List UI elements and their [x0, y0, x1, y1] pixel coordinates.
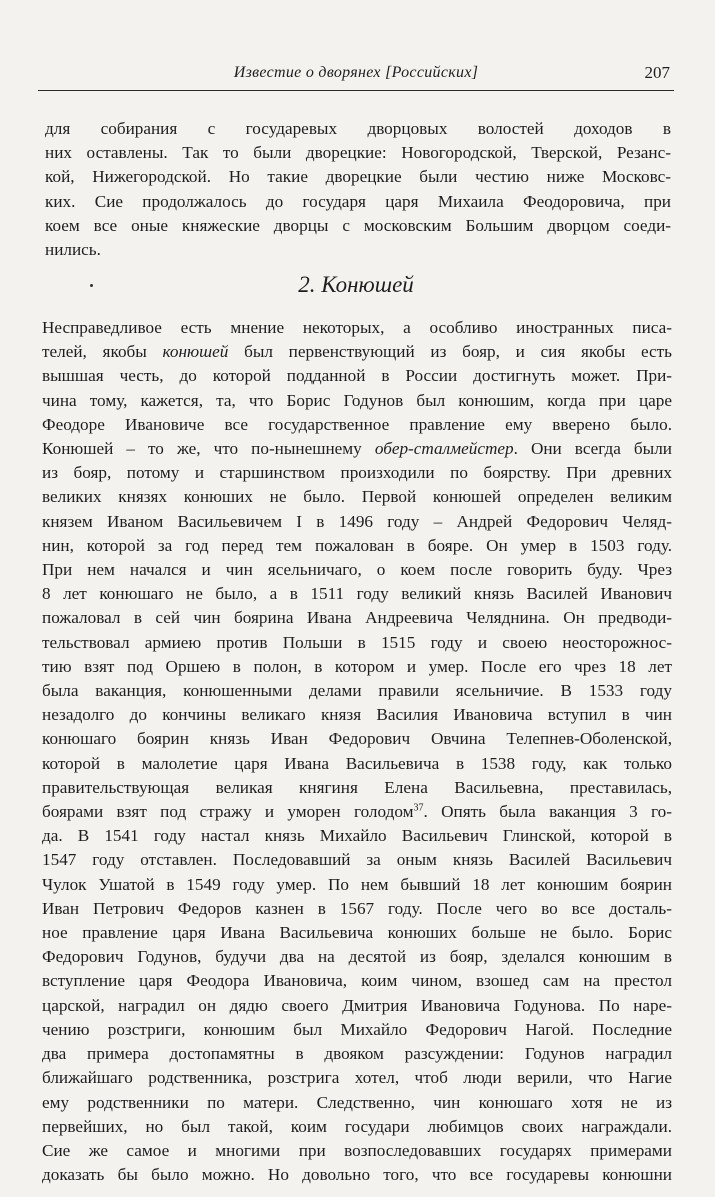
text-line: боярами взят под стражу и уморен голодом$^{37}$. Опять была ваканция 3 го- [42, 802, 672, 822]
page-number: 207 [644, 63, 670, 82]
text-line: была ваканция, конюшенными делами правили ясельничие. В 1533 году [42, 681, 672, 701]
text-line: чению розстриги, конюшим был Михайло Федорович Нагой. Последние [42, 1019, 672, 1039]
text-line: великих князях конюших не было. Первой конюшей определен великим [42, 487, 672, 507]
text-line: коем все оные княжеские дворцы с московским Большим дворцом соеди- [45, 215, 671, 235]
text-line: ближайшаго родственника, розстрига хотел, чтоб люди верили, что Нагие [42, 1068, 672, 1088]
text-line: вступление царя Феодора Ивановича, коим чином, взошед сам на престол [42, 971, 672, 991]
text-line: нин, которой за год перед тем пожалован в бояре. Он умер в 1503 году. [42, 535, 672, 555]
text-line: которой в малолетие царя Ивана Васильевича в 1538 году, как только [42, 753, 672, 773]
text-line: нились. [45, 240, 101, 260]
text-line: При нем начался и чин ясельничаго, о коем после говорить буду. Чрез [42, 560, 672, 580]
text-line: Феодоре Ивановиче все государственное правление ему вверено было. [42, 414, 672, 434]
text-line: первейших, но был такой, коим государи любимцов своих награждали. [42, 1116, 672, 1136]
section-heading: 2. Конюшей [298, 272, 414, 297]
text-line: 8 лет конюшаго не было, а в 1511 году великий князь Василей Иванович [42, 584, 672, 604]
text-line: Иван Петрович Федоров казнен в 1567 году. После чего во все досталь- [42, 898, 672, 918]
footnote-ref[interactable]: 37 [413, 802, 424, 814]
text-line: тельствовал армиею против Польши в 1515 году и своею неосторожнос- [42, 632, 672, 652]
text-line: чина тому, кажется, та, что Борис Годунов был конюшим, когда при царе [42, 390, 672, 410]
text-line: ное правление царя Ивана Васильевича конюших больше не было. Борис [42, 923, 672, 943]
text-line: Несправедливое есть мнение некоторых, а особливо иностранных писа- [42, 318, 672, 337]
text-line: конюшаго боярин князь Иван Федорович Овчина Телепнев-Оболенской, [42, 729, 672, 749]
emphasis-term: конюшей [162, 342, 229, 362]
text-line: доказать бы было можно. Но довольно того, что все государевы конюшни [42, 1165, 672, 1185]
text-line: Конюшей – то же, что по-нынешнему обер-сталмейстер. Они всегда были [42, 439, 672, 459]
text-line: незадолго до кончины великаго князя Василия Ивановича вступил в чин [42, 705, 672, 725]
text-line: пожаловал в сей чин боярина Ивана Андреевича Челяднина. Он предводи- [42, 608, 672, 628]
text-line: царской, наградил он дядю своего Дмитрия Ивановича Годунова. По наре- [42, 995, 672, 1015]
text-line: князем Иваном Васильевичем I в 1496 году – Андрей Федорович Челяд- [42, 511, 672, 531]
text-line: два примера достопамятны в двояком разсуждении: Годунов наградил [42, 1044, 672, 1064]
text-line: ких. Сие продолжалось до государя царя Михаила Феодоровича, при [45, 191, 671, 211]
emphasis-term: обер-сталмейстер [374, 439, 514, 459]
text-line: для собирания с государевых дворцовых волостей доходов в [45, 119, 671, 138]
text-line: ему родственники по матери. Следственно, чин конюшаго хотя не из [42, 1092, 672, 1112]
text-line: Сие же самое и многими при возпоследовавших государях примерами [42, 1140, 672, 1160]
running-title: Известие о дворянех [Российских] [233, 64, 479, 81]
text-line: вышшая честь, до которой подданной в России достигнуть может. При- [42, 366, 672, 386]
text-line: телей, якобы конюшей был первенствующий из бояр, и сия якобы есть [42, 342, 672, 362]
intro-paragraph [45, 117, 671, 262]
main-paragraph [42, 316, 672, 1187]
text-line: да. В 1541 году настал князь Михайло Васильевич Глинской, которой в [42, 826, 672, 846]
text-line: Чулок Ушатой в 1549 году умер. По нем бывший 18 лет конюшим боярин [42, 874, 672, 894]
text-line: из бояр, потому и старшинством произходили по боярству. При древних [42, 463, 672, 483]
text-line: правительствующая великая княгиня Елена Васильевна, преставилась, [42, 777, 672, 797]
text-line: Федорович Годунов, будучи два на десятой из бояр, зделался конюшим в [42, 947, 672, 967]
text-line: 1547 году отставлен. Последовавший за оным князь Василей Васильевич [42, 850, 672, 870]
text-line: тию взят под Оршею в полон, в котором и умер. После его чрез 18 лет [42, 656, 672, 676]
text-line: кой, Нижегородской. Но такие дворецкие были честию ниже Московс- [45, 167, 671, 187]
text-line: них оставлены. Так то были дворецкие: Новогородской, Тверской, Резанс- [45, 143, 671, 163]
page-header [38, 58, 674, 91]
